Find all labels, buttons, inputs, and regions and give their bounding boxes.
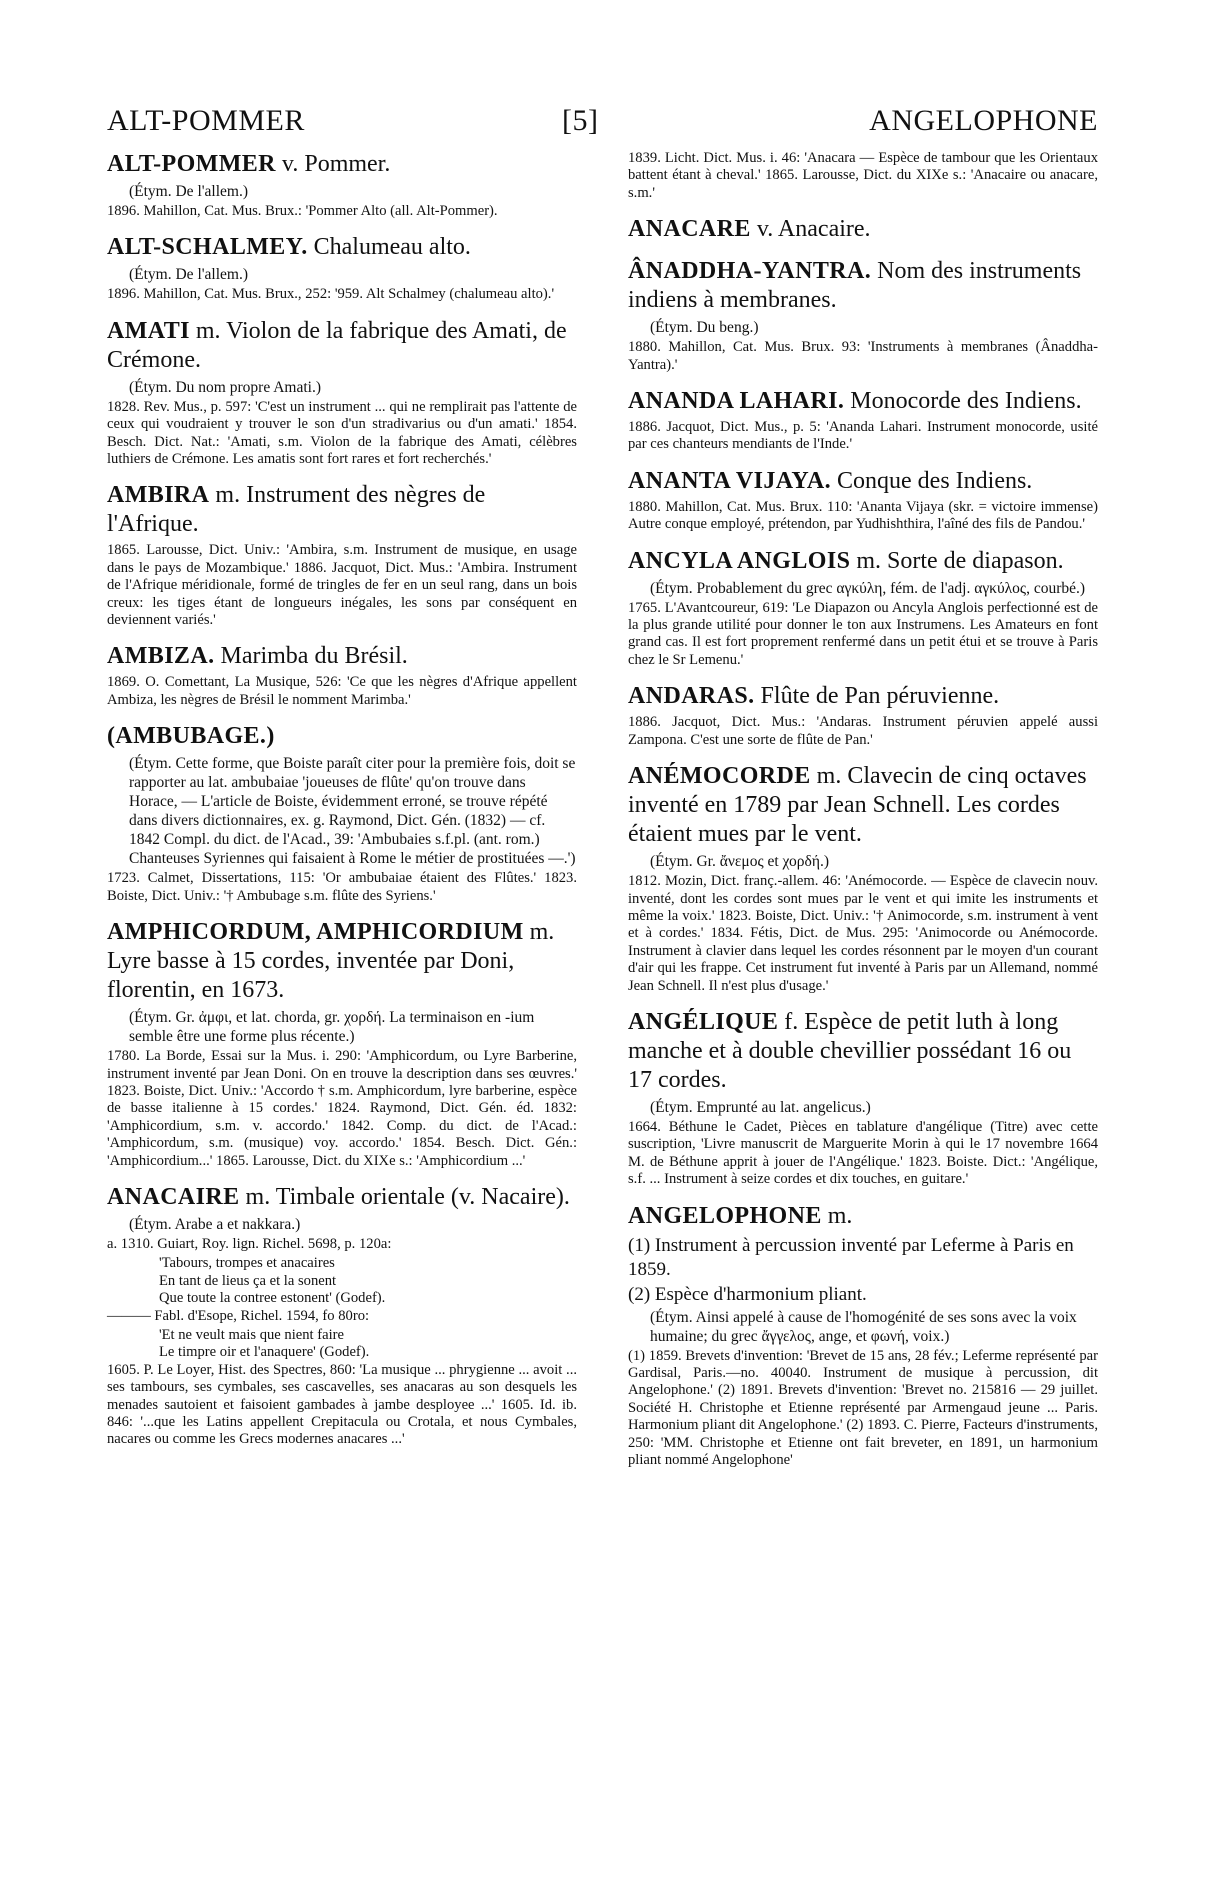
entry-definition: m. Clavecin de cinq octaves inventé en 1789 par Jean Schnell. Les cordes étaient mues par le vent. <box>628 763 1087 848</box>
dictionary-entry <box>628 547 1098 670</box>
verse-quote-line: En tant de lieus ça et la sonent <box>159 1272 337 1289</box>
entry-heading <box>107 233 577 262</box>
entry-definition: m. Instrument des nègres de l'Afrique. <box>107 482 486 538</box>
headword: AMBIZA. <box>107 643 215 670</box>
citation: 1828. Rev. Mus., p. 597: 'C'est un instrument ... qui ne remplirait pas l'attente de ceux qui voudraient y trouver le son d'un stradivarius ou d'un amati.' 1854. Besch. Dict. Nat.: 'Amati, s.m. Violon de la fabrique des Amati, célèbres luthiers de Crémone. Les amatis sont fort rares et fort recherchés.' <box>107 398 577 468</box>
dictionary-entry <box>107 150 577 220</box>
headword: ALT-POMMER <box>107 151 276 177</box>
citation: 1896. Mahillon, Cat. Mus. Brux., 252: '959. Alt Schalmey (chalumeau alto).' <box>107 286 555 303</box>
entry-heading <box>628 257 1098 315</box>
citation: 1780. La Borde, Essai sur la Mus. i. 290: 'Amphicordum, ou Lyre Barberine, instrument inventé par Jean Doni. On en trouve la description dans ses œuvres.' 1823. Boiste, Dict. Univ.: 'Accordo † s.m. Amphicordum, lyre barberine, espèce de basse italienne à 15 cordes.' 1824. Raymond, Dict. Gén. éd. 1832: 'Amphicordium, s.m. v. accordo.' 1842. Comp. du dict. de l'Acad.: 'Amphicordum, s.m. (musique) voy. accordo.' 1854. Besch. Dict. Gén.: 'Amphicordium...' 1865. Larousse, Dict. du XIXe s.: 'Amphicordium ...' <box>107 1048 577 1169</box>
headword: AMPHICORDUM, AMPHICORDIUM <box>107 919 524 946</box>
page-number: [5] <box>562 104 599 137</box>
etymology: (Étym. De l'allem.) <box>129 266 249 284</box>
citation: 1812. Mozin, Dict. franç.-allem. 46: 'Anémocorde. — Espèce de clavecin nouv. inventé, dont les cordes sont mues par le vent et qui imite les instruments et même la voix.' 1823. Boiste, Dict. Univ.: '† Animocorde, s.m. instrument à vent et à cordes.' 1834. Fétis, Dict. de Mus. 295: 'Animocorde ou Anémocorde. Instrument à clavier dans lequel les cordes résonnent par le moyen d'un courant d'air qui les frappe. Cet instrument fut inventé à Paris par un Allemand, nommé Jean Schnell. Il n'est plus d'usage.' <box>628 873 1098 994</box>
entry-definition: Flûte de Pan péruvienne. <box>754 683 1000 710</box>
entry-heading <box>628 1202 1098 1231</box>
citation: 1869. O. Comettant, La Musique, 526: 'Ce que les nègres d'Afrique appellent Ambiza, les nègres de Brésil le nomment Marimba.' <box>107 674 577 708</box>
entry-heading <box>628 387 1098 416</box>
sense-definition: (2) Espèce d'harmonium pliant. <box>628 1283 867 1305</box>
running-head-left: ALT-POMMER <box>107 104 305 137</box>
entry-definition: v. Anacaire. <box>750 216 871 243</box>
right-column <box>628 150 1098 1482</box>
headword: ANDARAS. <box>628 683 755 710</box>
dictionary-entry <box>107 722 577 905</box>
headword: (AMBUBAGE.) <box>107 723 275 750</box>
dictionary-entry <box>628 387 1098 454</box>
citation: (1) 1859. Brevets d'invention: 'Brevet de 15 ans, 28 fév.; Leferme représenté par Gardisal, Paris.—no. 40040. Instrument de musique à percussion, dit Angelophone.' (2) 1891. Brevets d'invention: 'Brevet no. 215816 — 29 juillet. Société H. Christophe et Etienne représenté par Armengaud jeune ... Paris. Harmonium pliant dit Angelophone.' (2) 1893. C. Pierre, Facteurs d'instruments, 250: 'MM. Christophe et Etienne ont fait breveter, en 1891, un harmonium pliant nommé Angelophone' <box>628 1347 1098 1468</box>
running-head-right: ANGELOPHONE <box>869 104 1098 137</box>
entry-heading <box>628 467 1098 496</box>
headword: ANCYLA ANGLOIS <box>628 547 851 574</box>
entry-definition: Monocorde des Indiens. <box>844 388 1082 415</box>
dictionary-entry <box>628 215 1098 244</box>
left-column <box>107 150 577 1462</box>
etymology: (Étym. Arabe a et nakkara.) <box>129 1215 301 1233</box>
dictionary-entry <box>107 233 577 303</box>
entry-definition: m. Violon de la fabrique des Amati, de Crémone. <box>107 317 567 373</box>
verse-quote-line: 'Et ne veult mais que nient faire <box>159 1326 344 1343</box>
entry-definition: Nom des instruments indiens à membranes. <box>628 258 1082 314</box>
entry-heading <box>107 317 577 375</box>
entry-definition: m. <box>821 1202 853 1229</box>
verse-quote-line: Que toute la contree estonent' (Godef). <box>159 1290 386 1307</box>
sense-definition: (1) Instrument à percussion inventé par Leferme à Paris en 1859. <box>628 1234 1074 1280</box>
citation: 1865. Larousse, Dict. Univ.: 'Ambira, s.m. Instrument de musique, en usage dans le pays de Mozambique.' 1886. Jacquot, Dict. Mus.: 'Ambira. Instrument de l'Afrique méridionale, formé de tringles de fer en un seul rang, dans un bois creux: les tiges étant de longueurs inégales, les sons par conséquent en deviennent variés.' <box>107 542 577 629</box>
citation: ——— Fabl. d'Esope, Richel. 1594, fo 80ro: <box>107 1307 370 1324</box>
citation: a. 1310. Guiart, Roy. lign. Richel. 5698, p. 120a: <box>107 1235 392 1252</box>
etymology: (Étym. Du beng.) <box>650 319 759 337</box>
headword: ANGÉLIQUE <box>628 1008 779 1035</box>
dictionary-entry <box>628 467 1098 534</box>
entry-heading <box>107 150 577 179</box>
etymology: (Étym. Cette forme, que Boiste paraît citer pour la première fois, doit se rapporter au lat. ambubaiae 'joueuses de flûte' qu'on trouve dans Horace, — L'article de Boiste, évidemment erroné, se trouve répété dans divers dictionnaires, ex. g. Raymond, Dict. Gén. (1832) — cf. 1842 Compl. du dict. de l'Acad., 39: 'Ambubaies s.f.pl. (ant. rom.) Chanteuses Syriennes qui faisaient à Rome le métier de prostituées —.') <box>129 755 576 868</box>
citation: 1880. Mahillon, Cat. Mus. Brux. 110: 'Ananta Vijaya (skr. = victoire immense) Autre conque employé, prétendon, par Yudhishthira, l'aîné des fils de Pandou.' <box>628 498 1098 533</box>
etymology: (Étym. Du nom propre Amati.) <box>129 378 321 396</box>
dictionary-entry <box>628 1202 1098 1470</box>
entry-heading <box>107 1183 577 1212</box>
entry-definition: m. Lyre basse à 15 cordes, inventée par Doni, florentin, en 1673. <box>107 919 555 1004</box>
headword: ANACAIRE <box>107 1183 240 1210</box>
citation: 1664. Béthune le Cadet, Pièces en tablature d'angélique (Titre) avec cette suscription, 'Livre manuscrit de Marguerite Morin à qui le 17 novembre 1664 M. de Béthune apprit à jouer de l'Angélique.' 1823. Boiste. Dict.: 'Angélique, s.f. ... Instrument à seize cordes et dix touches, en guitare.' <box>628 1118 1098 1188</box>
entry-heading <box>628 1008 1098 1095</box>
verse-quote-line: 'Tabours, trompes et anacaires <box>159 1255 335 1272</box>
entry-heading <box>107 722 577 751</box>
etymology: (Étym. De l'allem.) <box>129 183 249 200</box>
entry-definition: v. Pommer. <box>275 151 391 177</box>
headword: AMBIRA <box>107 482 210 509</box>
headword: ALT-SCHALMEY. <box>107 234 308 261</box>
headword: AMATI <box>107 317 190 344</box>
entry-heading <box>107 481 577 539</box>
etymology: (Étym. Ainsi appelé à cause de l'homogénité de ses sons avec la voix humaine; du grec ἄγγελος, ange, et φωνή, voix.) <box>650 1308 1077 1345</box>
citation: 1723. Calmet, Dissertations, 115: 'Or ambubaiae étaient des Flûtes.' 1823. Boiste, Dict. Univ.: '† Ambubage s.m. flûte des Syriens.' <box>107 870 577 904</box>
dictionary-entry <box>107 317 577 469</box>
headword: ÂNADDHA-YANTRA. <box>628 258 872 285</box>
dictionary-entry <box>107 642 577 709</box>
verse-quote-line: Le timpre oir et l'anaquere' (Godef). <box>159 1344 370 1361</box>
etymology: (Étym. Gr. ἄνεμος et χορδή.) <box>650 853 829 871</box>
etymology: (Étym. Emprunté au lat. angelicus.) <box>650 1098 871 1116</box>
entry-definition: Marimba du Brésil. <box>214 643 408 670</box>
entry-definition: f. Espèce de petit luth à long manche et à double chevillier possédant 16 ou 17 cordes. <box>628 1008 1072 1093</box>
citation: 1839. Licht. Dict. Mus. i. 46: 'Anacara — Espèce de tambour que les Orientaux battent étant à cheval.' 1865. Larousse, Dict. du XIXe s.: 'Anacaire ou anacare, s.m.' <box>628 150 1098 201</box>
headword: ANGELOPHONE <box>628 1202 822 1229</box>
headword: ANÉMOCORDE <box>628 763 811 790</box>
dictionary-entry <box>107 918 577 1170</box>
entry-definition: Conque des Indiens. <box>831 467 1033 494</box>
citation: 1765. L'Avantcoureur, 619: 'Le Diapazon ou Ancyla Anglois perfectionné est de la plus grande utilité pour donner le ton aux Instrumens. Les Amateurs en font grand cas. Il est fort proprement renfermé dans un petit étui et se trouve à Paris chez le Sr Lemenu.' <box>628 599 1098 668</box>
dictionary-entry <box>628 150 1098 202</box>
entry-heading <box>628 547 1098 576</box>
dictionary-entry <box>107 481 577 629</box>
citation: 1886. Jacquot, Dict. Mus., p. 5: 'Ananda Lahari. Instrument monocorde, usité par ces chanteurs mendiants de l'Inde.' <box>628 419 1098 453</box>
entry-heading <box>107 918 577 1005</box>
citation: 1880. Mahillon, Cat. Mus. Brux. 93: 'Instruments à membranes (Ânaddha-Yantra).' <box>628 339 1098 373</box>
entry-heading <box>628 762 1098 849</box>
entry-heading <box>628 215 1098 244</box>
headword: ANANTA VIJAYA. <box>628 467 831 494</box>
dictionary-entry <box>628 1008 1098 1189</box>
etymology: (Étym. Probablement du grec αγκύλη, fém. de l'adj. αγκύλος, courbé.) <box>650 579 1086 597</box>
entry-definition: m. Timbale orientale (v. Nacaire). <box>239 1183 570 1210</box>
citation: 1886. Jacquot, Dict. Mus.: 'Andaras. Instrument péruvien appelé aussi Zampona. C'est une sorte de flûte de Pan.' <box>628 714 1098 748</box>
etymology: (Étym. Gr. ἀμφι, et lat. chorda, gr. χορδή. La terminaison en -ium semble être une forme plus récente.) <box>129 1009 535 1046</box>
headword: ANACARE <box>628 216 751 243</box>
citation: 1896. Mahillon, Cat. Mus. Brux.: 'Pommer Alto (all. Alt-Pommer). <box>107 203 498 219</box>
dictionary-entry <box>628 682 1098 749</box>
headword: ANANDA LAHARI. <box>628 388 845 415</box>
entry-heading <box>107 642 577 671</box>
dictionary-entry <box>628 762 1098 995</box>
dictionary-entry <box>628 257 1098 374</box>
dictionary-entry <box>107 1183 577 1449</box>
entry-definition: Chalumeau alto. <box>307 234 471 261</box>
entry-heading <box>628 682 1098 711</box>
entry-definition: m. Sorte de diapason. <box>850 547 1064 574</box>
citation: 1605. P. Le Loyer, Hist. des Spectres, 860: 'La musique ... phrygienne ... avoit ... ses tambours, ses cymbales, ses cascavelles, ses anacaras au son desquels les menades sautoient et faisoient gambades à jambe desployee ...' 1605. Id. ib. 846: '...que les Latins appellent Crepitacula ou Crotala, et nous Cymbales, nacares ou comme les Grecs modernes anacares ...' <box>107 1361 577 1448</box>
